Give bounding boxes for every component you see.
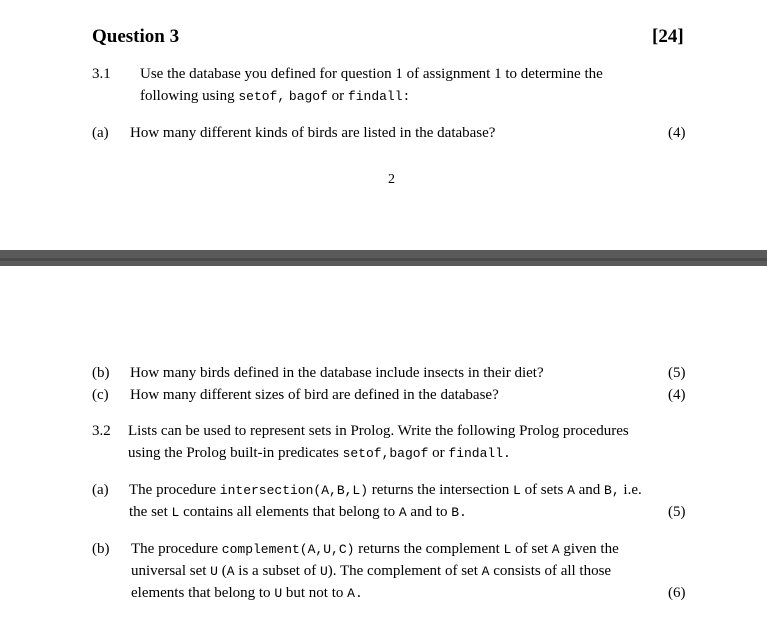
q32b-label: (b) [92,541,110,557]
q31b-marks: (5) [668,365,686,381]
question-total-marks: [24] [652,26,684,47]
code-U: U [210,564,218,579]
q32b-line2-paren: ( [221,563,227,579]
code-complement: complement(A,U,C) [221,542,355,557]
q32b-line2-text-2: is a subset of [238,563,317,579]
q32a-text-1: The procedure [129,482,217,498]
question-title: Question 3 [92,26,180,47]
q32b-line2-text-1: universal set [131,563,207,579]
q32b-line1 [131,539,619,560]
q31c-label: (c) [92,387,109,403]
q32b-line3-text-1: elements that belong to [131,585,271,601]
code-A: A [551,542,560,557]
code-findall: findall: [347,89,411,104]
q32b-line2-text-3: ). The complement of set [327,563,478,579]
q32b-text-4: given the [563,541,619,557]
code-findall: findall. [448,446,511,461]
code-L: L [513,483,521,498]
code-bagof: bagof [389,446,429,461]
q32a-label: (a) [92,482,109,498]
page-separator-shadow [0,258,767,261]
q32a-line1 [129,480,642,501]
q32a-marks: (5) [668,504,686,520]
code-U: U [274,586,283,601]
q32b-text-3: of set [515,541,549,557]
code-A: A [398,505,407,520]
q32b-text-2: returns the complement [358,541,500,557]
q32b-text-1: The procedure [131,541,219,557]
q32b-line3-text-2: but not to [285,585,344,601]
code-B: B. [451,505,467,520]
q32a-text-5: i.e. [623,482,642,498]
q31c-text: How many different sizes of bird are defined in the database? [130,387,499,403]
code-A: A. [347,586,363,601]
code-L: L [503,542,512,557]
q31a-text: How many different kinds of birds are listed in the database? [130,125,496,141]
code-intersection: intersection(A,B,L) [219,483,369,498]
q31b-label: (b) [92,365,110,381]
code-A: A [481,564,490,579]
q31-line1: Use the database you defined for question 1 of assignment 1 to determine the [140,66,603,82]
q31c-marks: (4) [668,387,686,403]
code-bagof: bagof [288,89,328,104]
q32-line1: Lists can be used to represent sets in Prolog. Write the following Prolog procedures [128,423,629,439]
q32-number: 3.2 [92,423,111,439]
q32-line2 [128,443,511,464]
code-setof: setof, [238,89,286,104]
q32b-marks: (6) [668,585,686,601]
q32-line2-prefix: using the Prolog built-in predicates [128,445,339,461]
code-A: A [567,483,575,498]
q31-number: 3.1 [92,66,111,82]
or-text: or [331,88,345,104]
or-text: or [432,445,445,461]
q31-line2 [140,86,410,107]
code-B: B, [604,483,620,498]
q32b-line2-text-4: consists of all those [493,563,612,579]
code-A: A [226,564,235,579]
q32b-line3 [131,583,363,604]
q32b-line2 [131,561,611,582]
q32a-line2 [129,502,467,523]
code-U: U [319,564,328,579]
q32a-text-4: and [578,482,601,498]
q32a-text-2: returns the intersection [371,482,510,498]
q32a-line2-text-2: contains all elements that belong to [183,504,396,520]
code-L: L [171,505,180,520]
q31b-text: How many birds defined in the database include insects in their diet? [130,365,544,381]
q31-line2-prefix: following using [140,88,239,104]
q32a-text-3: of sets [524,482,564,498]
code-setof: setof, [342,446,390,461]
q31a-marks: (4) [668,125,686,141]
page-number: 2 [388,172,395,187]
q32a-line2-text-1: the set [129,504,168,520]
q31a-label: (a) [92,125,109,141]
q32a-line2-text-3: and to [410,504,448,520]
